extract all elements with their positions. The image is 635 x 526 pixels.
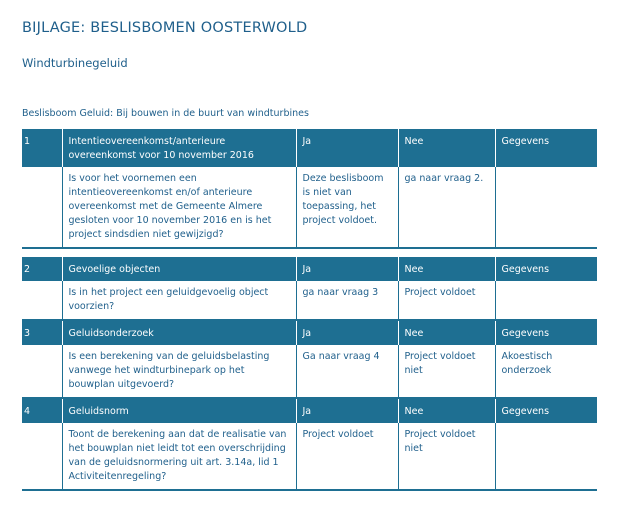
- block-2-question-row: [22, 281, 597, 320]
- block-number: 1: [22, 129, 62, 167]
- empty-cell: [22, 423, 62, 490]
- block-heading: Geluidsnorm: [62, 398, 296, 423]
- empty-cell: [22, 281, 62, 320]
- empty-cell: [22, 167, 62, 248]
- decision-tree-table: [22, 129, 597, 491]
- nee-column-header: Nee: [398, 398, 495, 423]
- gegevens-column-header: Gegevens: [495, 257, 597, 281]
- spacer: [22, 248, 597, 257]
- question-text: Is voor het voornemen een intentieovereenkomst en/of anterieure overeenkomst met de Gemeente Almere gesloten voor 10 november 2016 en is het project sindsdien niet gewijzigd?: [62, 167, 296, 248]
- block-number: 3: [22, 320, 62, 345]
- nee-answer: Project voldoet niet: [398, 423, 495, 490]
- block-heading: Gevoelige objecten: [62, 257, 296, 281]
- question-text: Is in het project een geluidgevoelig object voorzien?: [62, 281, 296, 320]
- block-1-question-row: [22, 167, 597, 248]
- ja-answer: Ga naar vraag 4: [296, 345, 398, 398]
- ja-answer: Deze beslisboom is niet van toepassing, het project voldoet.: [296, 167, 398, 248]
- ja-column-header: Ja: [296, 320, 398, 345]
- ja-answer: ga naar vraag 3: [296, 281, 398, 320]
- nee-answer: Project voldoet: [398, 281, 495, 320]
- document-title: BIJLAGE: BESLISBOMEN OOSTERWOLD: [22, 20, 308, 36]
- block-heading: Geluidsonderzoek: [62, 320, 296, 345]
- nee-column-header: Nee: [398, 257, 495, 281]
- block-heading: Intentieovereenkomst/anterieure overeenkomst voor 10 november 2016: [62, 129, 296, 167]
- block-1-header-row: [22, 129, 597, 167]
- gegevens-column-header: Gegevens: [495, 398, 597, 423]
- question-text: Is een berekening van de geluidsbelasting vanwege het windturbinepark op het bouwplan uitgevoerd?: [62, 345, 296, 398]
- gegevens-value: [495, 281, 597, 320]
- gegevens-value: Akoestisch onderzoek: [495, 345, 597, 398]
- block-3-question-row: [22, 345, 597, 398]
- question-text: Toont de berekening aan dat de realisatie van het bouwplan niet leidt tot een overschrijding van de geluidsnormering uit art. 3.14a, lid 1 Activiteitenregeling?: [62, 423, 296, 490]
- nee-answer: Project voldoet niet: [398, 345, 495, 398]
- nee-column-header: Nee: [398, 129, 495, 167]
- ja-column-header: Ja: [296, 398, 398, 423]
- block-4-header-row: [22, 398, 597, 423]
- gegevens-column-header: Gegevens: [495, 320, 597, 345]
- gegevens-column-header: Gegevens: [495, 129, 597, 167]
- block-3-header-row: [22, 320, 597, 345]
- block-number: 2: [22, 257, 62, 281]
- gegevens-value: [495, 167, 597, 248]
- block-4-question-row: [22, 423, 597, 490]
- document-subtitle: Windturbinegeluid: [22, 56, 128, 70]
- nee-answer: ga naar vraag 2.: [398, 167, 495, 248]
- block-number: 4: [22, 398, 62, 423]
- ja-answer: Project voldoet: [296, 423, 398, 490]
- block-2-header-row: [22, 257, 597, 281]
- ja-column-header: Ja: [296, 257, 398, 281]
- nee-column-header: Nee: [398, 320, 495, 345]
- empty-cell: [22, 345, 62, 398]
- table-caption: Beslisboom Geluid: Bij bouwen in de buurt van windturbines: [22, 108, 309, 119]
- ja-column-header: Ja: [296, 129, 398, 167]
- gegevens-value: [495, 423, 597, 490]
